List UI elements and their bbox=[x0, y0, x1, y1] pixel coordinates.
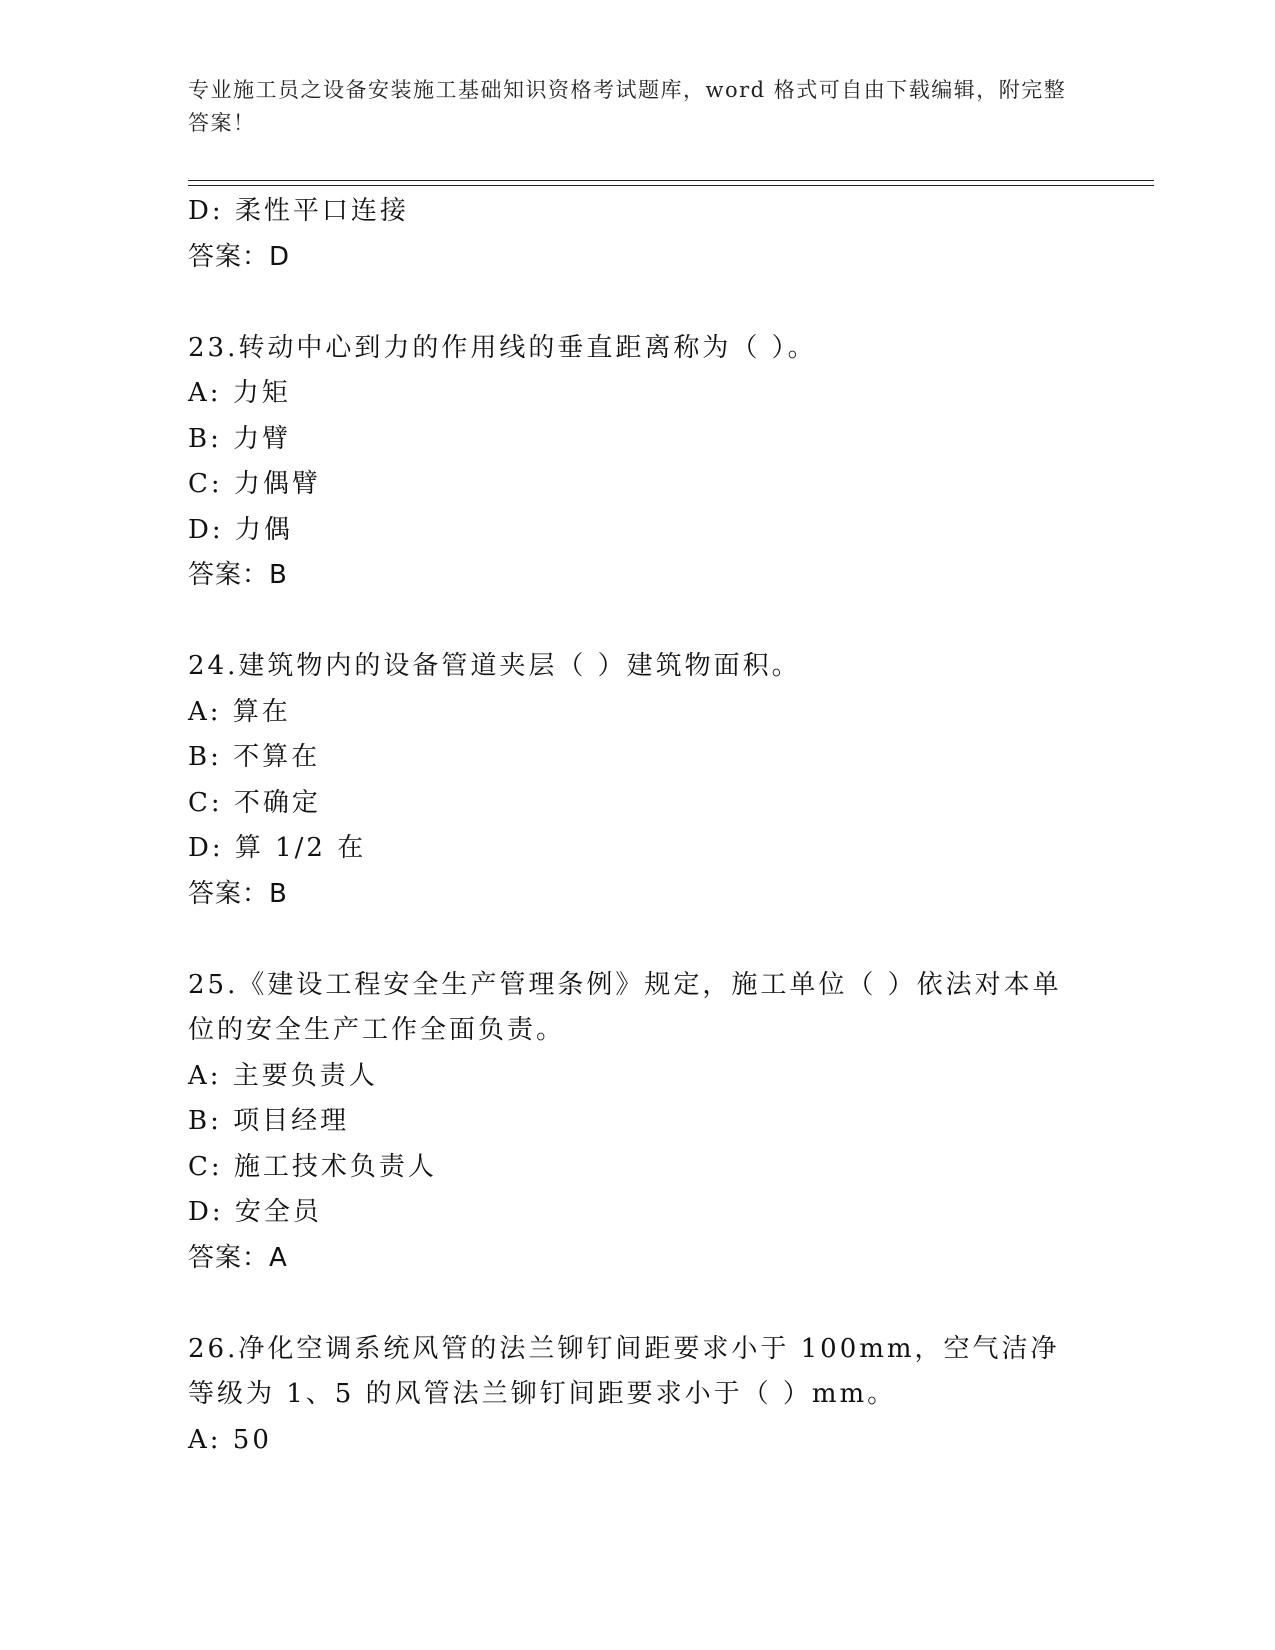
header-divider-top bbox=[188, 180, 1154, 181]
answer-line: 答案：B bbox=[188, 878, 288, 909]
option-a: A: 50 bbox=[188, 1424, 272, 1455]
question-stem: 25.《建设工程安全生产管理条例》规定，施工单位（ ）依法对本单位的安全生产工作全面负责。 bbox=[188, 969, 1062, 1045]
option-b: B: 不算在 bbox=[188, 742, 321, 772]
spacer bbox=[188, 599, 1088, 645]
question-stem: 24.建筑物内的设备管道夹层（ ）建筑物面积。 bbox=[188, 651, 801, 681]
option-d: D: 算 1/2 在 bbox=[188, 833, 367, 863]
option-a: A: 算在 bbox=[188, 696, 291, 727]
question-stem: 26.净化空调系统风管的法兰铆钉间距要求小于 100mm，空气洁净等级为 1、5 的风管法兰铆钉间距要求小于（ ）mm。 bbox=[188, 1333, 1060, 1409]
question-block-24 bbox=[188, 644, 1088, 917]
option-a: A: 主要负责人 bbox=[188, 1060, 378, 1091]
question-list bbox=[188, 189, 1088, 1463]
option-d: D: 柔性平口连接 bbox=[188, 196, 409, 226]
answer-line: 答案：B bbox=[188, 560, 288, 590]
spacer bbox=[188, 280, 1088, 326]
option-c: C: 力偶臂 bbox=[188, 469, 321, 499]
option-d: D: 力偶 bbox=[188, 514, 293, 545]
question-block-26 bbox=[188, 1327, 1088, 1464]
answer-line: 答案：D bbox=[188, 241, 291, 272]
option-a: A: 力矩 bbox=[188, 378, 291, 408]
question-stem: 23.转动中心到力的作用线的垂直距离称为（ ）。 bbox=[188, 332, 817, 363]
option-b: B: 项目经理 bbox=[188, 1106, 350, 1136]
question-block-22 bbox=[188, 189, 1088, 280]
document-header: 专业施工员之设备安装施工基础知识资格考试题库，word 格式可自由下载编辑，附完整答案！ bbox=[188, 78, 1067, 135]
option-d: D: 安全员 bbox=[188, 1197, 322, 1227]
spacer bbox=[188, 1281, 1088, 1327]
question-block-23 bbox=[188, 326, 1088, 599]
option-b: B: 力臂 bbox=[188, 423, 292, 454]
option-c: C: 不确定 bbox=[188, 787, 321, 818]
question-block-25 bbox=[188, 963, 1088, 1282]
spacer bbox=[188, 917, 1088, 963]
answer-line: 答案：A bbox=[188, 1242, 288, 1273]
option-c: C: 施工技术负责人 bbox=[188, 1151, 437, 1182]
header-divider-bottom bbox=[188, 185, 1154, 186]
